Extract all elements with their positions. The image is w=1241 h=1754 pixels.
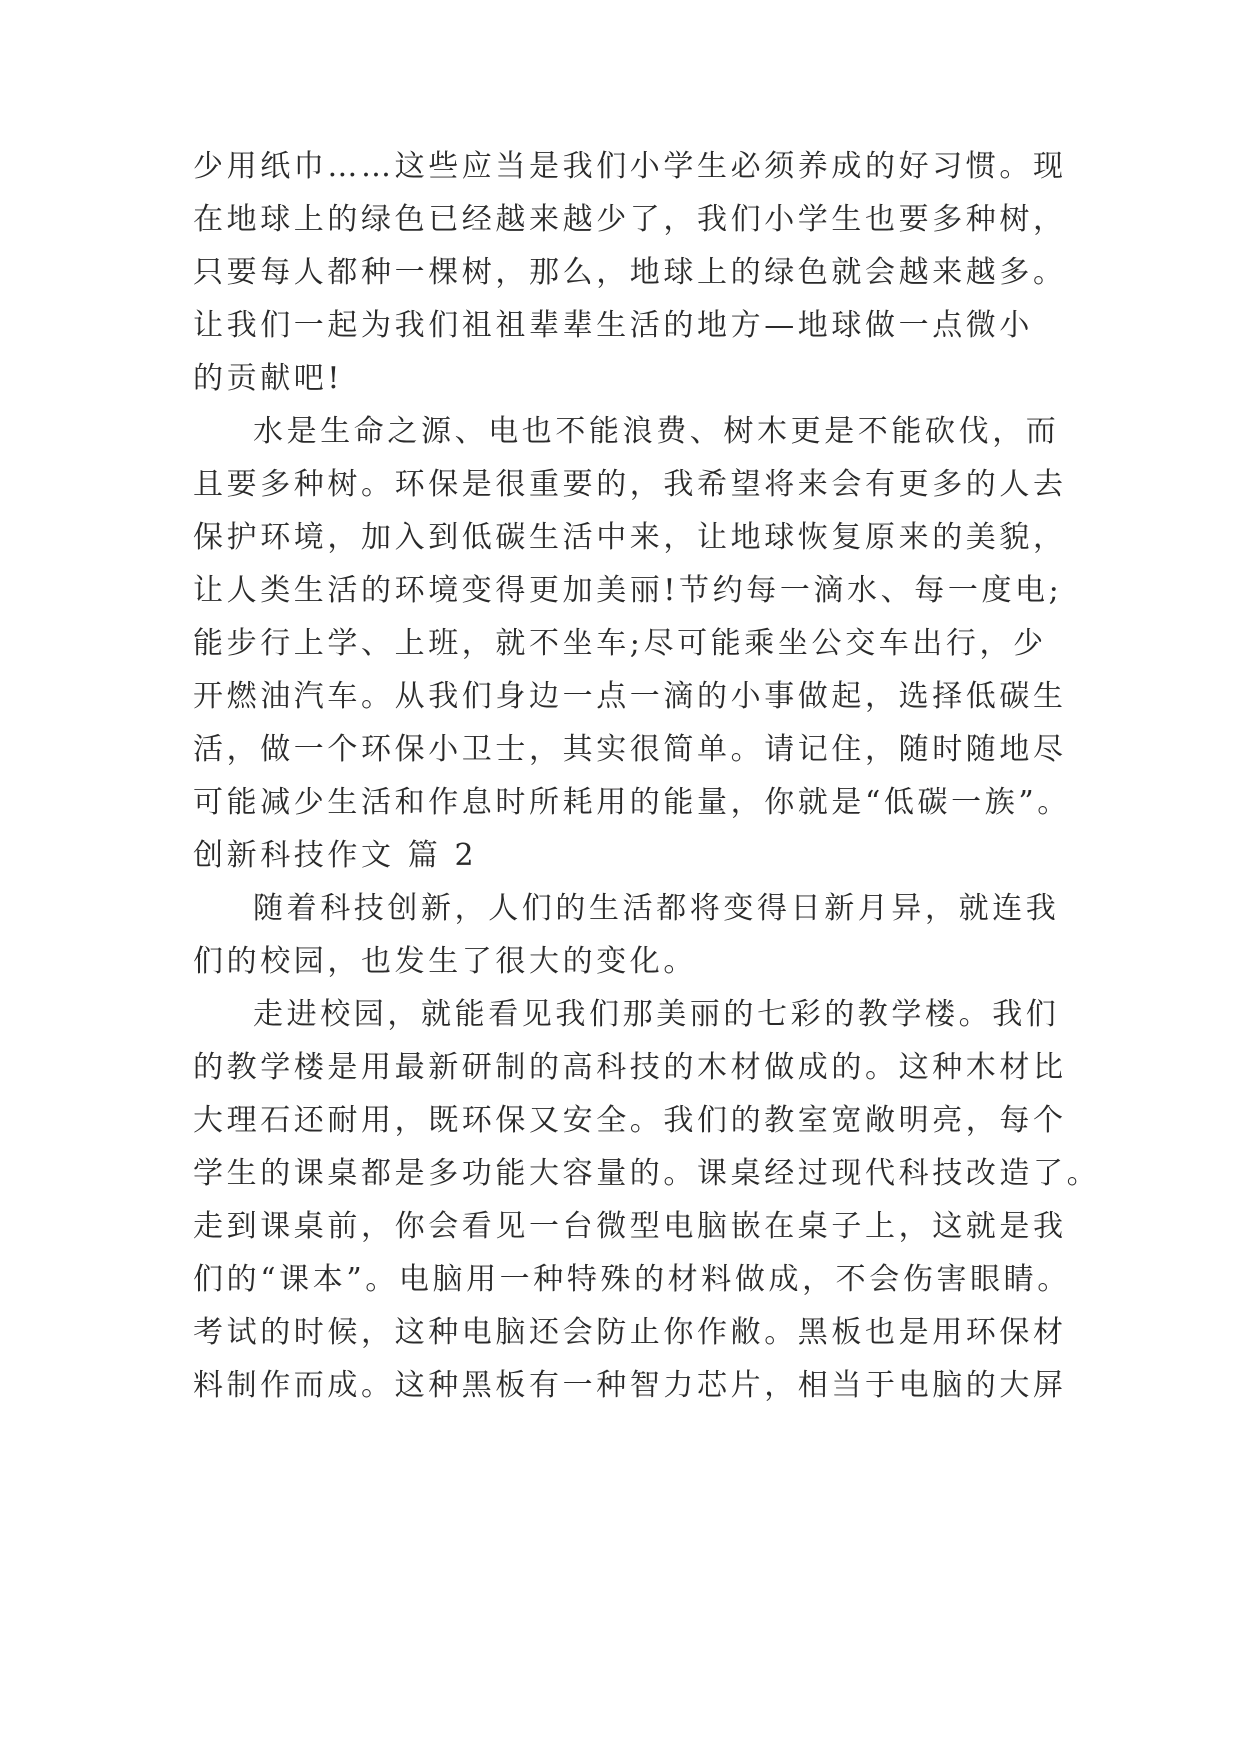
text-line: 可能减少生活和作息时所耗用的能量，你就是“低碳一族”。 [193, 785, 1071, 820]
text-line: 学生的课桌都是多功能大容量的。课桌经过现代科技改造了。 [193, 1156, 1101, 1191]
text-line: 的贡献吧! [193, 361, 344, 396]
text-line: 考试的时候，这种电脑还会防止你作敝。黑板也是用环保材 [193, 1315, 1067, 1350]
text-line: 保护环境，加入到低碳生活中来，让地球恢复原来的美貌， [193, 520, 1067, 555]
paragraph-start-line: 随着科技创新，人们的生活都将变得日新月异，就连我 [253, 891, 1060, 926]
text-line: 在地球上的绿色已经越来越少了，我们小学生也要多种树， [193, 202, 1067, 237]
text-line: 活，做一个环保小卫士，其实很简单。请记住，随时随地尽 [193, 732, 1067, 767]
text-line: 走到课桌前，你会看见一台微型电脑嵌在桌子上，这就是我 [193, 1209, 1067, 1244]
text-line: 料制作而成。这种黑板有一种智力芯片，相当于电脑的大屏 [193, 1368, 1067, 1403]
text-line: 能步行上学、上班，就不坐车;尽可能乘坐公交车出行，少 [193, 626, 1047, 661]
text-line: 让人类生活的环境变得更加美丽!节约每一滴水、每一度电; [193, 573, 1063, 608]
text-line: 少用纸巾……这些应当是我们小学生必须养成的好习惯。现 [193, 149, 1067, 184]
text-line: 开燃油汽车。从我们身边一点一滴的小事做起，选择低碳生 [193, 679, 1067, 714]
text-line: 且要多种树。环保是很重要的，我希望将来会有更多的人去 [193, 467, 1067, 502]
text-line: 大理石还耐用，既环保又安全。我们的教室宽敞明亮，每个 [193, 1103, 1067, 1138]
text-line: 们的校园，也发生了很大的变化。 [193, 944, 697, 979]
paragraph-start-line: 走进校园，就能看见我们那美丽的七彩的教学楼。我们 [253, 997, 1060, 1032]
text-line: 们的“课本”。电脑用一种特殊的材料做成，不会伤害眼睛。 [193, 1262, 1071, 1297]
section-heading: 创新科技作文 篇 2 [193, 838, 478, 873]
text-line: 让我们一起为我们祖祖辈辈生活的地方—地球做一点微小 [193, 308, 1033, 343]
paragraph-start-line: 水是生命之源、电也不能浪费、树木更是不能砍伐，而 [253, 414, 1060, 449]
text-line: 的教学楼是用最新研制的高科技的木材做成的。这种木材比 [193, 1050, 1067, 1085]
text-line: 只要每人都种一棵树，那么，地球上的绿色就会越来越多。 [193, 255, 1067, 290]
